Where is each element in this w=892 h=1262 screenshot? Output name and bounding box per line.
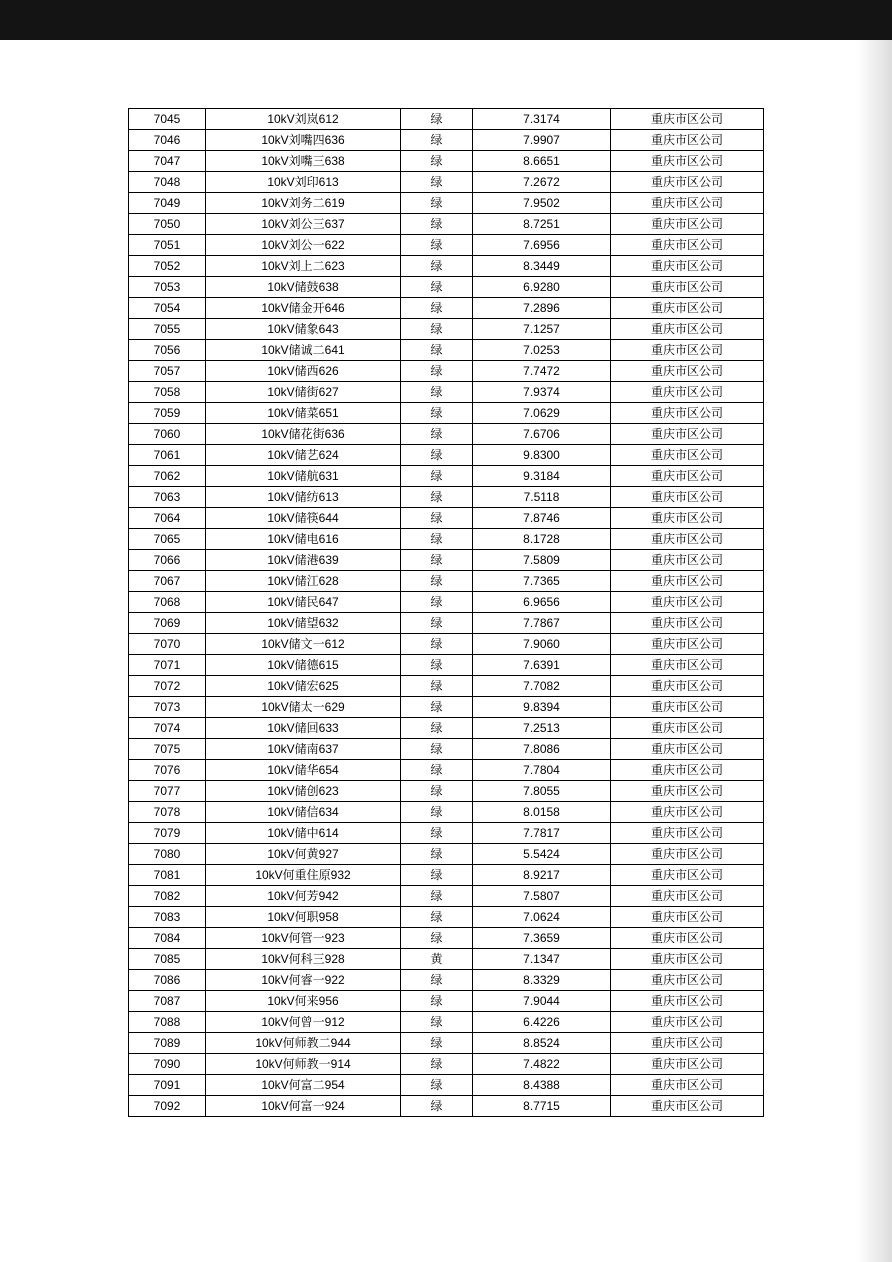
table-row <box>129 1096 764 1117</box>
document-page <box>0 40 860 1262</box>
table-row <box>129 319 764 340</box>
cell-company: 重庆市区公司 <box>611 550 764 571</box>
cell-company: 重庆市区公司 <box>611 718 764 739</box>
cell-company: 重庆市区公司 <box>611 613 764 634</box>
table-row <box>129 844 764 865</box>
cell-id: 7070 <box>129 634 206 655</box>
table-row <box>129 718 764 739</box>
cell-value: 7.7804 <box>473 760 611 781</box>
cell-id: 7065 <box>129 529 206 550</box>
cell-name: 10kV储电616 <box>206 529 401 550</box>
cell-id: 7084 <box>129 928 206 949</box>
cell-id: 7073 <box>129 697 206 718</box>
cell-company: 重庆市区公司 <box>611 382 764 403</box>
cell-value: 7.8086 <box>473 739 611 760</box>
cell-value: 7.7867 <box>473 613 611 634</box>
cell-id: 7079 <box>129 823 206 844</box>
table-row <box>129 235 764 256</box>
cell-name: 10kV储纺613 <box>206 487 401 508</box>
cell-name: 10kV储望632 <box>206 613 401 634</box>
cell-status: 绿 <box>401 445 473 466</box>
cell-value: 5.5424 <box>473 844 611 865</box>
cell-company: 重庆市区公司 <box>611 697 764 718</box>
cell-id: 7060 <box>129 424 206 445</box>
cell-status: 绿 <box>401 844 473 865</box>
cell-value: 8.6651 <box>473 151 611 172</box>
cell-company: 重庆市区公司 <box>611 571 764 592</box>
cell-company: 重庆市区公司 <box>611 529 764 550</box>
cell-status: 绿 <box>401 928 473 949</box>
cell-status: 绿 <box>401 865 473 886</box>
table-row <box>129 970 764 991</box>
cell-value: 8.4388 <box>473 1075 611 1096</box>
cell-value: 8.0158 <box>473 802 611 823</box>
cell-value: 9.3184 <box>473 466 611 487</box>
cell-value: 7.9044 <box>473 991 611 1012</box>
cell-id: 7086 <box>129 970 206 991</box>
page-edge-shadow <box>858 40 892 1262</box>
cell-id: 7091 <box>129 1075 206 1096</box>
table-row <box>129 256 764 277</box>
cell-name: 10kV刘务二619 <box>206 193 401 214</box>
cell-status: 绿 <box>401 193 473 214</box>
cell-value: 7.7817 <box>473 823 611 844</box>
cell-value: 8.3449 <box>473 256 611 277</box>
table-row <box>129 445 764 466</box>
table-row <box>129 613 764 634</box>
cell-status: 绿 <box>401 1054 473 1075</box>
table-row <box>129 886 764 907</box>
cell-company: 重庆市区公司 <box>611 865 764 886</box>
cell-value: 8.1728 <box>473 529 611 550</box>
table-row <box>129 130 764 151</box>
table-row <box>129 193 764 214</box>
cell-name: 10kV储回633 <box>206 718 401 739</box>
cell-value: 7.7365 <box>473 571 611 592</box>
cell-id: 7090 <box>129 1054 206 1075</box>
table-row <box>129 1054 764 1075</box>
cell-value: 7.1347 <box>473 949 611 970</box>
cell-value: 9.8300 <box>473 445 611 466</box>
cell-company: 重庆市区公司 <box>611 970 764 991</box>
cell-status: 绿 <box>401 886 473 907</box>
cell-company: 重庆市区公司 <box>611 235 764 256</box>
cell-status: 绿 <box>401 991 473 1012</box>
cell-name: 10kV储南637 <box>206 739 401 760</box>
cell-id: 7048 <box>129 172 206 193</box>
cell-company: 重庆市区公司 <box>611 781 764 802</box>
table-row <box>129 697 764 718</box>
cell-id: 7066 <box>129 550 206 571</box>
cell-status: 绿 <box>401 130 473 151</box>
cell-status: 绿 <box>401 1012 473 1033</box>
cell-company: 重庆市区公司 <box>611 1012 764 1033</box>
cell-id: 7064 <box>129 508 206 529</box>
cell-name: 10kV储航631 <box>206 466 401 487</box>
cell-status: 绿 <box>401 907 473 928</box>
cell-company: 重庆市区公司 <box>611 634 764 655</box>
cell-id: 7085 <box>129 949 206 970</box>
cell-name: 10kV储文一612 <box>206 634 401 655</box>
table-row <box>129 991 764 1012</box>
cell-company: 重庆市区公司 <box>611 508 764 529</box>
cell-id: 7055 <box>129 319 206 340</box>
cell-value: 6.4226 <box>473 1012 611 1033</box>
cell-name: 10kV储象643 <box>206 319 401 340</box>
cell-id: 7052 <box>129 256 206 277</box>
cell-value: 7.4822 <box>473 1054 611 1075</box>
cell-value: 7.2896 <box>473 298 611 319</box>
table-row <box>129 508 764 529</box>
table-row <box>129 151 764 172</box>
cell-value: 7.2513 <box>473 718 611 739</box>
cell-company: 重庆市区公司 <box>611 256 764 277</box>
cell-name: 10kV何芳942 <box>206 886 401 907</box>
cell-name: 10kV储江628 <box>206 571 401 592</box>
cell-status: 绿 <box>401 613 473 634</box>
cell-name: 10kV储街627 <box>206 382 401 403</box>
cell-company: 重庆市区公司 <box>611 802 764 823</box>
table-row <box>129 109 764 130</box>
cell-id: 7046 <box>129 130 206 151</box>
cell-value: 8.3329 <box>473 970 611 991</box>
table-row <box>129 1075 764 1096</box>
cell-value: 7.9374 <box>473 382 611 403</box>
cell-status: 绿 <box>401 361 473 382</box>
cell-value: 7.0253 <box>473 340 611 361</box>
cell-value: 7.2672 <box>473 172 611 193</box>
cell-status: 绿 <box>401 676 473 697</box>
cell-company: 重庆市区公司 <box>611 319 764 340</box>
cell-id: 7059 <box>129 403 206 424</box>
cell-id: 7069 <box>129 613 206 634</box>
cell-value: 7.6706 <box>473 424 611 445</box>
cell-id: 7063 <box>129 487 206 508</box>
cell-id: 7057 <box>129 361 206 382</box>
cell-value: 7.7472 <box>473 361 611 382</box>
cell-status: 绿 <box>401 172 473 193</box>
cell-id: 7076 <box>129 760 206 781</box>
cell-name: 10kV何科三928 <box>206 949 401 970</box>
cell-status: 绿 <box>401 508 473 529</box>
cell-id: 7050 <box>129 214 206 235</box>
table-row <box>129 802 764 823</box>
cell-name: 10kV储太一629 <box>206 697 401 718</box>
cell-id: 7051 <box>129 235 206 256</box>
cell-name: 10kV储诚二641 <box>206 340 401 361</box>
cell-name: 10kV储鼓638 <box>206 277 401 298</box>
cell-value: 7.9060 <box>473 634 611 655</box>
cell-status: 绿 <box>401 739 473 760</box>
table-row <box>129 760 764 781</box>
cell-status: 绿 <box>401 151 473 172</box>
cell-name: 10kV储民647 <box>206 592 401 613</box>
cell-status: 绿 <box>401 382 473 403</box>
cell-company: 重庆市区公司 <box>611 487 764 508</box>
table-row <box>129 949 764 970</box>
table-row <box>129 550 764 571</box>
top-bar <box>0 0 892 40</box>
cell-status: 绿 <box>401 214 473 235</box>
cell-value: 8.9217 <box>473 865 611 886</box>
cell-company: 重庆市区公司 <box>611 949 764 970</box>
cell-name: 10kV储宏625 <box>206 676 401 697</box>
table-row <box>129 1012 764 1033</box>
table-row <box>129 1033 764 1054</box>
cell-status: 绿 <box>401 802 473 823</box>
cell-status: 绿 <box>401 718 473 739</box>
cell-id: 7067 <box>129 571 206 592</box>
cell-id: 7045 <box>129 109 206 130</box>
table-row <box>129 340 764 361</box>
cell-name: 10kV何富二954 <box>206 1075 401 1096</box>
cell-name: 10kV储港639 <box>206 550 401 571</box>
cell-name: 10kV何富一924 <box>206 1096 401 1117</box>
cell-name: 10kV储金开646 <box>206 298 401 319</box>
cell-name: 10kV何睿一922 <box>206 970 401 991</box>
cell-company: 重庆市区公司 <box>611 1096 764 1117</box>
cell-id: 7072 <box>129 676 206 697</box>
cell-name: 10kV何曾一912 <box>206 1012 401 1033</box>
cell-value: 7.3659 <box>473 928 611 949</box>
cell-company: 重庆市区公司 <box>611 592 764 613</box>
cell-company: 重庆市区公司 <box>611 193 764 214</box>
cell-id: 7068 <box>129 592 206 613</box>
table-row <box>129 382 764 403</box>
cell-status: 绿 <box>401 403 473 424</box>
cell-status: 绿 <box>401 319 473 340</box>
cell-value: 6.9280 <box>473 277 611 298</box>
cell-status: 绿 <box>401 256 473 277</box>
cell-id: 7081 <box>129 865 206 886</box>
cell-name: 10kV何师教二944 <box>206 1033 401 1054</box>
table-row <box>129 466 764 487</box>
cell-company: 重庆市区公司 <box>611 424 764 445</box>
cell-id: 7077 <box>129 781 206 802</box>
cell-id: 7092 <box>129 1096 206 1117</box>
cell-status: 绿 <box>401 340 473 361</box>
cell-status: 绿 <box>401 277 473 298</box>
cell-name: 10kV刘公一622 <box>206 235 401 256</box>
cell-company: 重庆市区公司 <box>611 1054 764 1075</box>
cell-value: 7.9502 <box>473 193 611 214</box>
cell-name: 10kV储中614 <box>206 823 401 844</box>
cell-value: 7.7082 <box>473 676 611 697</box>
cell-name: 10kV何黄927 <box>206 844 401 865</box>
cell-status: 绿 <box>401 781 473 802</box>
cell-status: 绿 <box>401 550 473 571</box>
cell-name: 10kV储筷644 <box>206 508 401 529</box>
cell-status: 绿 <box>401 235 473 256</box>
cell-value: 7.9907 <box>473 130 611 151</box>
table-row <box>129 781 764 802</box>
cell-id: 7080 <box>129 844 206 865</box>
cell-value: 7.0624 <box>473 907 611 928</box>
cell-company: 重庆市区公司 <box>611 760 764 781</box>
cell-status: 绿 <box>401 1096 473 1117</box>
cell-name: 10kV何师教一914 <box>206 1054 401 1075</box>
cell-name: 10kV刘上二623 <box>206 256 401 277</box>
cell-company: 重庆市区公司 <box>611 340 764 361</box>
cell-value: 7.5807 <box>473 886 611 907</box>
cell-id: 7089 <box>129 1033 206 1054</box>
cell-name: 10kV储德615 <box>206 655 401 676</box>
cell-status: 绿 <box>401 760 473 781</box>
cell-name: 10kV刘岚612 <box>206 109 401 130</box>
cell-company: 重庆市区公司 <box>611 655 764 676</box>
cell-name: 10kV何管一923 <box>206 928 401 949</box>
cell-name: 10kV何重住原932 <box>206 865 401 886</box>
cell-company: 重庆市区公司 <box>611 172 764 193</box>
cell-company: 重庆市区公司 <box>611 1075 764 1096</box>
table-row <box>129 592 764 613</box>
cell-value: 9.8394 <box>473 697 611 718</box>
cell-id: 7083 <box>129 907 206 928</box>
cell-value: 7.3174 <box>473 109 611 130</box>
cell-company: 重庆市区公司 <box>611 844 764 865</box>
table-row <box>129 823 764 844</box>
cell-name: 10kV储信634 <box>206 802 401 823</box>
cell-company: 重庆市区公司 <box>611 151 764 172</box>
cell-value: 8.7251 <box>473 214 611 235</box>
cell-company: 重庆市区公司 <box>611 991 764 1012</box>
cell-name: 10kV刘印613 <box>206 172 401 193</box>
cell-value: 7.5118 <box>473 487 611 508</box>
cell-company: 重庆市区公司 <box>611 676 764 697</box>
cell-id: 7088 <box>129 1012 206 1033</box>
table-row <box>129 928 764 949</box>
cell-value: 7.6956 <box>473 235 611 256</box>
cell-status: 绿 <box>401 655 473 676</box>
cell-status: 绿 <box>401 571 473 592</box>
cell-status: 绿 <box>401 487 473 508</box>
table-row <box>129 487 764 508</box>
cell-name: 10kV储西626 <box>206 361 401 382</box>
cell-id: 7075 <box>129 739 206 760</box>
cell-value: 6.9656 <box>473 592 611 613</box>
cell-id: 7062 <box>129 466 206 487</box>
cell-company: 重庆市区公司 <box>611 907 764 928</box>
cell-status: 绿 <box>401 1075 473 1096</box>
cell-status: 绿 <box>401 592 473 613</box>
table-row <box>129 298 764 319</box>
cell-name: 10kV何来956 <box>206 991 401 1012</box>
cell-value: 7.6391 <box>473 655 611 676</box>
cell-company: 重庆市区公司 <box>611 361 764 382</box>
table-row <box>129 739 764 760</box>
cell-status: 绿 <box>401 1033 473 1054</box>
table-row <box>129 676 764 697</box>
table-row <box>129 277 764 298</box>
cell-value: 7.8055 <box>473 781 611 802</box>
cell-id: 7049 <box>129 193 206 214</box>
cell-id: 7078 <box>129 802 206 823</box>
cell-id: 7082 <box>129 886 206 907</box>
cell-name: 10kV刘嘴三638 <box>206 151 401 172</box>
table-row <box>129 655 764 676</box>
cell-id: 7053 <box>129 277 206 298</box>
cell-status: 绿 <box>401 970 473 991</box>
cell-name: 10kV储创623 <box>206 781 401 802</box>
table-body <box>129 109 764 1117</box>
cell-company: 重庆市区公司 <box>611 403 764 424</box>
cell-status: 绿 <box>401 529 473 550</box>
cell-id: 7087 <box>129 991 206 1012</box>
cell-status: 绿 <box>401 109 473 130</box>
table-row <box>129 634 764 655</box>
cell-status: 绿 <box>401 466 473 487</box>
cell-name: 10kV何职958 <box>206 907 401 928</box>
cell-company: 重庆市区公司 <box>611 277 764 298</box>
table-row <box>129 361 764 382</box>
cell-company: 重庆市区公司 <box>611 466 764 487</box>
cell-name: 10kV刘嘴四636 <box>206 130 401 151</box>
cell-name: 10kV储华654 <box>206 760 401 781</box>
table-row <box>129 403 764 424</box>
cell-company: 重庆市区公司 <box>611 214 764 235</box>
cell-company: 重庆市区公司 <box>611 130 764 151</box>
cell-name: 10kV储艺624 <box>206 445 401 466</box>
cell-name: 10kV储花街636 <box>206 424 401 445</box>
cell-status: 绿 <box>401 424 473 445</box>
table-row <box>129 571 764 592</box>
cell-id: 7071 <box>129 655 206 676</box>
cell-value: 7.1257 <box>473 319 611 340</box>
cell-id: 7047 <box>129 151 206 172</box>
cell-id: 7056 <box>129 340 206 361</box>
feeder-data-table <box>128 108 764 1117</box>
cell-id: 7054 <box>129 298 206 319</box>
cell-value: 7.0629 <box>473 403 611 424</box>
table-row <box>129 172 764 193</box>
cell-company: 重庆市区公司 <box>611 739 764 760</box>
cell-status: 绿 <box>401 298 473 319</box>
cell-company: 重庆市区公司 <box>611 823 764 844</box>
cell-company: 重庆市区公司 <box>611 445 764 466</box>
table-row <box>129 424 764 445</box>
cell-company: 重庆市区公司 <box>611 109 764 130</box>
cell-value: 8.8524 <box>473 1033 611 1054</box>
cell-name: 10kV刘公三637 <box>206 214 401 235</box>
cell-value: 8.7715 <box>473 1096 611 1117</box>
table-row <box>129 907 764 928</box>
cell-name: 10kV储菜651 <box>206 403 401 424</box>
cell-status: 绿 <box>401 634 473 655</box>
table-row <box>129 529 764 550</box>
table-row <box>129 214 764 235</box>
cell-company: 重庆市区公司 <box>611 928 764 949</box>
cell-status: 绿 <box>401 697 473 718</box>
table-row <box>129 865 764 886</box>
cell-status: 黄 <box>401 949 473 970</box>
cell-company: 重庆市区公司 <box>611 298 764 319</box>
cell-id: 7058 <box>129 382 206 403</box>
cell-company: 重庆市区公司 <box>611 886 764 907</box>
cell-value: 7.8746 <box>473 508 611 529</box>
cell-status: 绿 <box>401 823 473 844</box>
cell-id: 7061 <box>129 445 206 466</box>
cell-company: 重庆市区公司 <box>611 1033 764 1054</box>
cell-value: 7.5809 <box>473 550 611 571</box>
cell-id: 7074 <box>129 718 206 739</box>
